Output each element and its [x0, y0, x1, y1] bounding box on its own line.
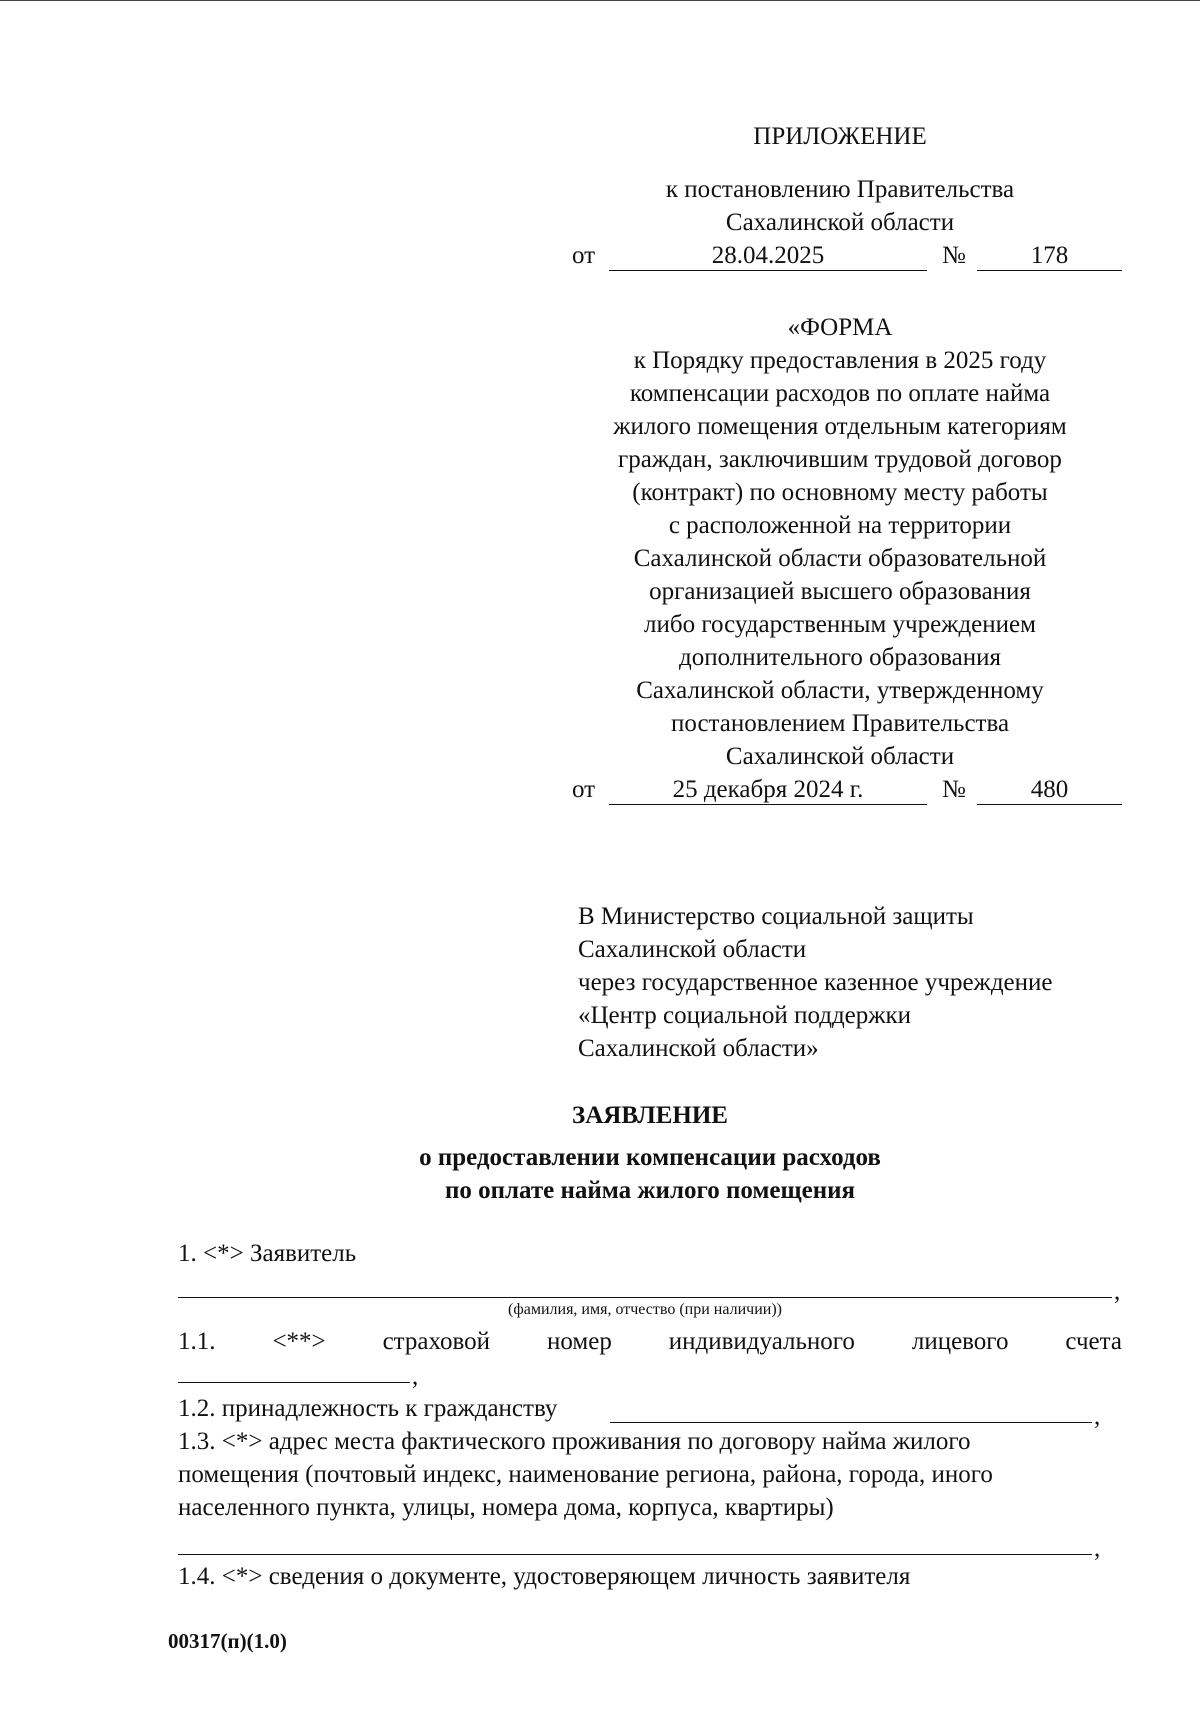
appendix-title: ПРИЛОЖЕНИЕ [753, 123, 927, 150]
number-label: № [942, 776, 966, 803]
form-code: 00317(п)(1.0) [168, 1629, 287, 1653]
form-ref-line: к Порядку предоставления в 2025 году [633, 347, 1047, 374]
addressee-block [578, 900, 1138, 1065]
item-1-3-line: помещения (почтовый индекс, наименование региона, района, города, иного [178, 1461, 993, 1488]
comma: , [1094, 1535, 1101, 1562]
addressee-line: Сахалинской области [578, 936, 807, 963]
form-ref-line: организацией высшего образования [649, 578, 1031, 605]
appendix-line-2: Сахалинской области [725, 209, 955, 236]
appendix-date-field: 28.04.2025 [609, 239, 927, 271]
comma: , [1094, 1403, 1101, 1430]
form-ref-line: (контракт) по основному месту работы [632, 479, 1048, 506]
form-ref-line: постановлением Правительства [670, 710, 1010, 737]
item-1-3-line: населенного пункта, улицы, номера дома, корпуса, квартиры) [178, 1494, 834, 1521]
form-ref-line: компенсации расходов по оплате найма [629, 380, 1051, 407]
item-1-3-line: 1.3. <*> адрес места фактического проживания по договору найма жилого [178, 1428, 971, 1455]
statement-subtitle-1: о предоставлении компенсации расходов [419, 1144, 881, 1171]
item-1-1-word: индивидуального [668, 1328, 855, 1355]
appendix-number-field: 178 [977, 239, 1122, 271]
item-1-1-word: номер [547, 1328, 612, 1355]
form-ref-title: «ФОРМА [787, 314, 893, 341]
form-ref-line: с расположенной на территории [668, 512, 1012, 539]
form-ref-line: либо государственным учреждением [644, 611, 1036, 638]
addressee-line: Сахалинской области» [578, 1035, 819, 1062]
item-1-1-word: лицевого [911, 1328, 1009, 1355]
date-from-label: от [572, 242, 596, 269]
form-ref-line: Сахалинской области, утвержденному [636, 677, 1044, 704]
date-from-label: от [572, 776, 596, 803]
address-line [178, 1554, 1092, 1555]
form-ref-line: Сахалинской области [725, 743, 955, 770]
comma: , [412, 1363, 419, 1390]
addressee-line: через государственное казенное учреждение [578, 969, 1053, 996]
form-ref-line: граждан, заключившим трудовой договор [618, 446, 1062, 473]
item-1-applicant: 1. <*> Заявитель [178, 1240, 357, 1267]
top-edge-line [0, 0, 1200, 1]
appendix-date-line [572, 239, 1127, 273]
statement-title: ЗАЯВЛЕНИЕ [572, 1102, 728, 1129]
item-1-2-citizenship: 1.2. принадлежность к гражданству [178, 1395, 558, 1422]
item-1-1-snils [178, 1325, 1122, 1358]
form-ref-date-line [572, 773, 1127, 807]
addressee-line: «Центр социальной поддержки [578, 1002, 912, 1029]
form-ref-line: жилого помещения отдельным категориям [613, 413, 1067, 440]
item-1-1-word: <**> [272, 1328, 326, 1355]
name-caption: (фамилия, имя, отчество (при наличии)) [508, 1301, 782, 1318]
item-1-1-word: 1.1. [178, 1328, 216, 1355]
citizenship-line [610, 1422, 1092, 1423]
item-1-1-word: счета [1065, 1328, 1122, 1355]
addressee-line: В Министерство социальной защиты [578, 903, 974, 930]
comma: , [1114, 1278, 1121, 1305]
applicant-name-line [178, 1297, 1112, 1298]
statement-subtitle-2: по оплате найма жилого помещения [444, 1177, 856, 1204]
appendix-line-1: к постановлению Правительства [665, 176, 1015, 203]
form-ref-number-field: 480 [977, 773, 1122, 805]
form-ref-line: дополнительного образования [678, 644, 1002, 671]
snils-line [178, 1382, 410, 1383]
form-ref-date-field: 25 декабря 2024 г. [609, 773, 927, 805]
item-1-1-word: страховой [382, 1328, 491, 1355]
item-1-4-identity-doc: 1.4. <*> сведения о документе, удостоверяющем личность заявителя [178, 1563, 911, 1590]
number-label: № [942, 242, 966, 269]
form-ref-line: Сахалинской области образовательной [633, 545, 1047, 572]
